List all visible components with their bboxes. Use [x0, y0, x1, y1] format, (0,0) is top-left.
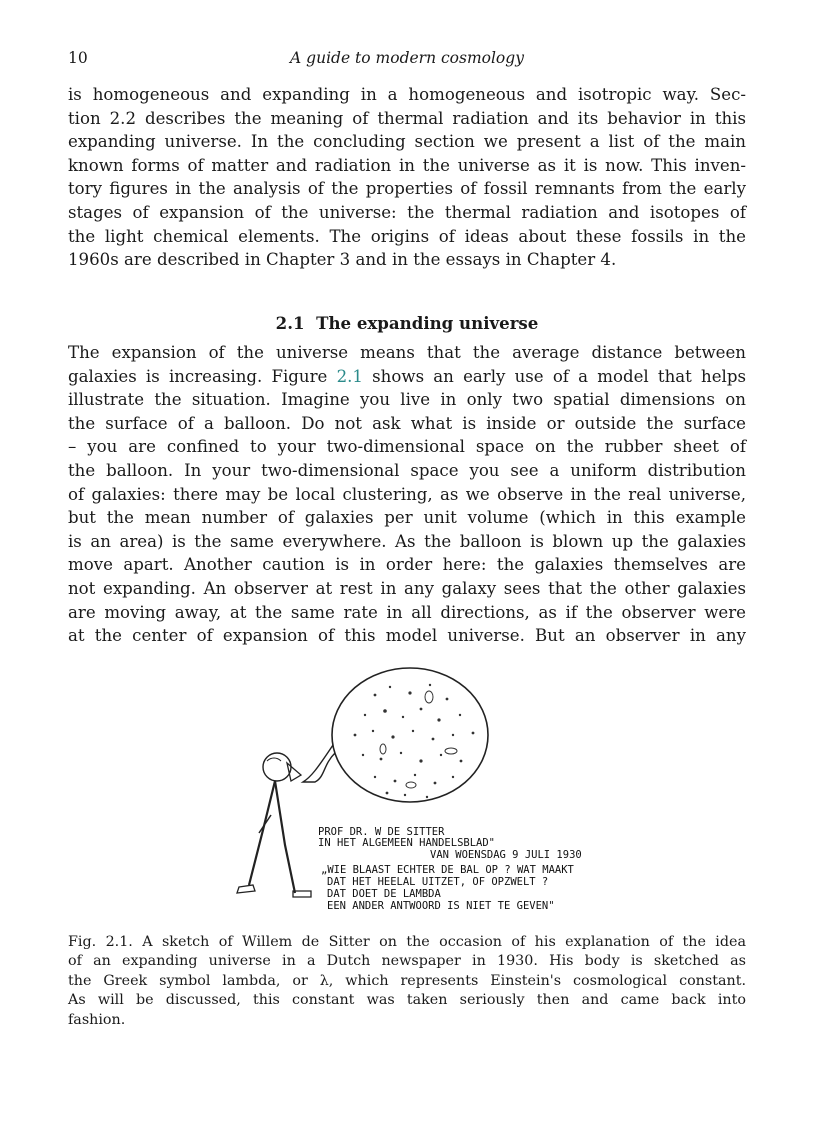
text-line: not expanding. An observer at rest in any galaxy sees that the other galaxies: [68, 578, 746, 598]
figure-reference-link[interactable]: 2.1: [336, 366, 363, 386]
section-number: 2.1: [275, 313, 305, 333]
text-line: illustrate the situation. Imagine you live in only two spatial dimensions on: [68, 390, 746, 410]
text-line: are moving away, at the same rate in all directions, as if the observer were: [68, 602, 746, 622]
caption-line: Fig. 2.1. A sketch of Willem de Sitter on the occasion of his explanation of the idea: [68, 934, 746, 950]
galaxy-spirals: [380, 691, 457, 788]
text-line: known forms of matter and radiation in the universe as it is now. This inven-: [68, 155, 746, 175]
sketch-text-line: „WIE BLAAST ECHTER DE BAL OP ? WAT MAAKT: [321, 864, 574, 876]
text-line: stages of expansion of the universe: the thermal radiation and isotopes of: [68, 202, 746, 222]
text-line: at the center of expansion of this model universe. But an observer in any: [68, 626, 746, 646]
galaxy-dots: [354, 684, 475, 798]
lambda-leg-illustration: [275, 781, 295, 893]
text-line: – you are confined to your two-dimensional space on the rubber sheet of: [68, 437, 746, 457]
sketch-text-line: IN HET ALGEMEEN HANDELSBLAD": [318, 837, 496, 849]
text-fragment: shows an early use of a model that helps: [362, 366, 746, 386]
head-illustration: [263, 753, 291, 781]
text-line: [68, 365, 746, 389]
sketch-text-line: DAT HET HEELAL UITZET, OF OPZWELT ?: [327, 876, 549, 888]
text-line: 1960s are described in Chapter 3 and in the essays in Chapter 4.: [68, 250, 617, 270]
text-line: is homogeneous and expanding in a homogeneous and isotropic way. Sec-: [68, 85, 746, 104]
paragraph-expansion: [68, 341, 746, 648]
sketch-text-line: PROF DR. W DE SITTER: [318, 826, 445, 838]
text-line: tion 2.2 describes the meaning of thermal radiation and its behavior in this: [68, 108, 746, 128]
hair-stroke: [267, 758, 281, 761]
lambda-body-illustration: [249, 781, 275, 885]
balloon-neck: [303, 745, 335, 782]
caption-line: the Greek symbol lambda, or λ, which represents Einstein's cosmological constant.: [68, 972, 746, 989]
de-sitter-sketch-figure: [215, 665, 600, 915]
text-line: tory figures in the analysis of the properties of fossil remnants from the early: [68, 179, 746, 199]
sketch-text-line: DAT DOET DE LAMBDA: [327, 888, 441, 900]
text-line: move apart. Another caution is in order here: the galaxies themselves are: [68, 555, 746, 575]
text-line: is an area) is the same everywhere. As the balloon is blown up the galaxies: [68, 531, 746, 551]
text-line: The expansion of the universe means that the average distance between: [68, 343, 746, 362]
figure-caption: [68, 933, 746, 1030]
running-title: A guide to modern cosmology: [290, 49, 524, 67]
caption-line: of an expanding universe in a Dutch newspaper in 1930. His body is sketched as: [68, 953, 746, 970]
foot-left-illustration: [237, 885, 255, 893]
text-line: expanding universe. In the concluding section we present a list of the main: [68, 132, 746, 152]
text-fragment: galaxies is increasing. Figure: [68, 366, 337, 386]
text-line: the surface of a balloon. Do not ask what is inside or outside the surface: [68, 413, 746, 433]
text-line: the light chemical elements. The origins of ideas about these fossils in the: [68, 226, 746, 246]
paragraph-intro: [68, 83, 746, 272]
caption-line: As will be discussed, this constant was taken seriously then and came back into: [68, 992, 746, 1009]
page-number: 10: [68, 49, 88, 67]
caption-line: fashion.: [68, 1011, 126, 1028]
text-line: but the mean number of galaxies per unit volume (which in this example: [68, 508, 746, 528]
section-title: The expanding universe: [316, 313, 539, 333]
sketch-text-line: EEN ANDER ANTWOORD IS NIET TE GEVEN": [327, 900, 555, 912]
section-heading: [68, 313, 746, 333]
text-line: the balloon. In your two-dimensional space you see a uniform distribution: [68, 460, 746, 480]
page-header: [68, 49, 746, 71]
text-line: of galaxies: there may be local clustering, as we observe in the real universe,: [68, 484, 746, 504]
sketch-text-line: VAN WOENSDAG 9 JULI 1930: [430, 849, 582, 861]
face-illustration: [287, 763, 301, 781]
